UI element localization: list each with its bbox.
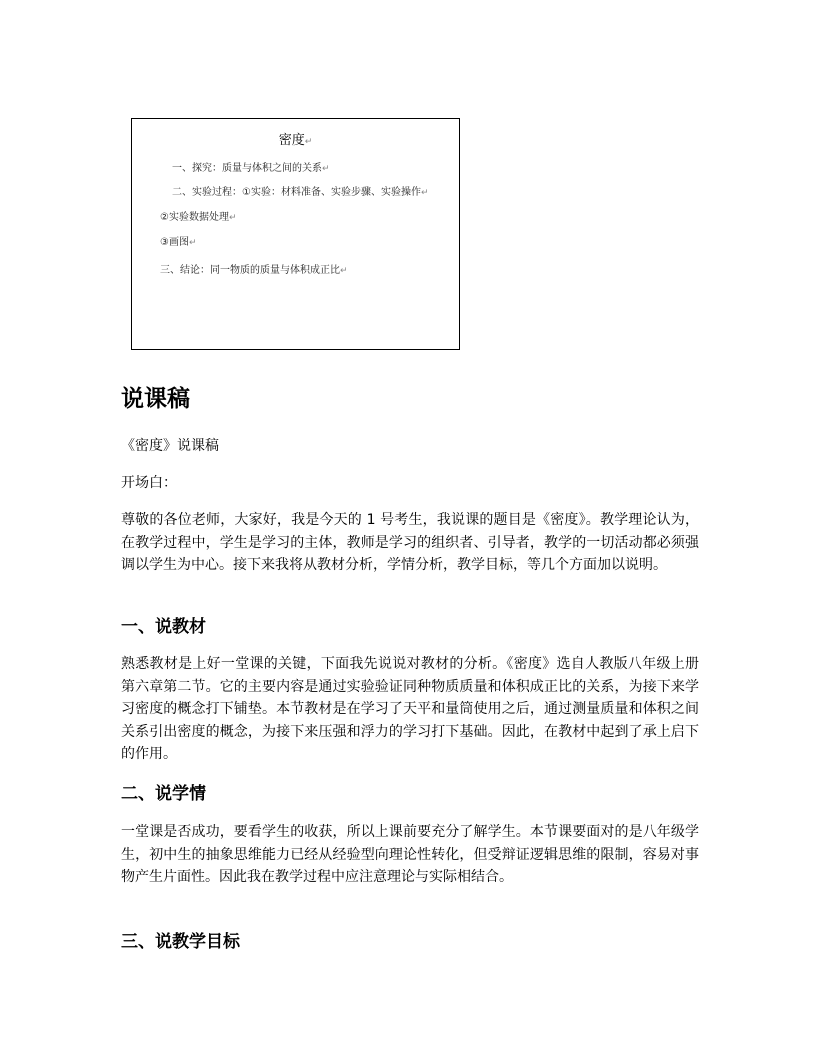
figure-line: 三、结论：同一物质的质量与体积成正比↵ (160, 265, 348, 276)
document-subtitle: 《密度》说课稿 (121, 438, 219, 454)
opening-label: 开场白： (121, 475, 177, 491)
paragraph-mark-icon: ↵ (188, 238, 197, 248)
section-paragraph: 熟悉教材是上好一堂课的关键，下面我先说说对教材的分析。《密度》选自人教版八年级上册第六章第二节。它的主要内容是通过实验验证同种物质质量和体积成正比的关系，为接下来学习密度的概念打下铺垫。本节教材是在学习了天平和量筒使用之后，通过测量质量和体积之间关系引出密度的概念，为接下来压强和浮力的学习打下基础。因此，在教材中起到了承上启下的作用。 (121, 656, 699, 762)
section-paragraph: 一堂课是否成功，要看学生的收获，所以上课前要充分了解学生。本节课要面对的是八年级学生，初中生的抽象思维能力已经从经验型向理论性转化，但受辩证逻辑思维的限制，容易对事物产生片面性。因此我在教学过程中应注意理论与实际相结合。 (121, 824, 699, 885)
figure-title: 密度↵ (278, 133, 313, 148)
paragraph-mark-icon: ↵ (420, 188, 429, 198)
paragraph-mark-icon: ↵ (340, 266, 348, 276)
section-heading: 三、说教学目标 (121, 932, 240, 952)
opening-paragraph: 尊敬的各位老师，大家好，我是今天的 1 号考生，我说课的题目是《密度》。教学理论认为，在教学过程中，学生是学习的主体，教师是学习的组织者、引导者，教学的一切活动都必须强调以学生为中心。接下来我将从教材分析，学情分析，教学目标，等几个方面加以说明。 (121, 512, 699, 573)
paragraph-mark-icon: ↵ (322, 164, 330, 174)
section-heading: 二、说学情 (121, 784, 206, 804)
document-title: 说课稿 (121, 386, 190, 412)
slide-figure (131, 118, 460, 350)
paragraph-mark-icon: ↵ (304, 137, 313, 147)
figure-line: ③画图↵ (160, 237, 197, 248)
figure-line: ②实验数据处理↵ (160, 212, 237, 223)
paragraph-mark-icon: ↵ (228, 213, 237, 223)
section-heading: 一、说教材 (121, 617, 206, 637)
figure-line: 一、探究：质量与体积之间的关系↵ (172, 163, 330, 174)
figure-line: 二、实验过程：①实验：材料准备、实验步骤、实验操作↵ (172, 187, 429, 198)
